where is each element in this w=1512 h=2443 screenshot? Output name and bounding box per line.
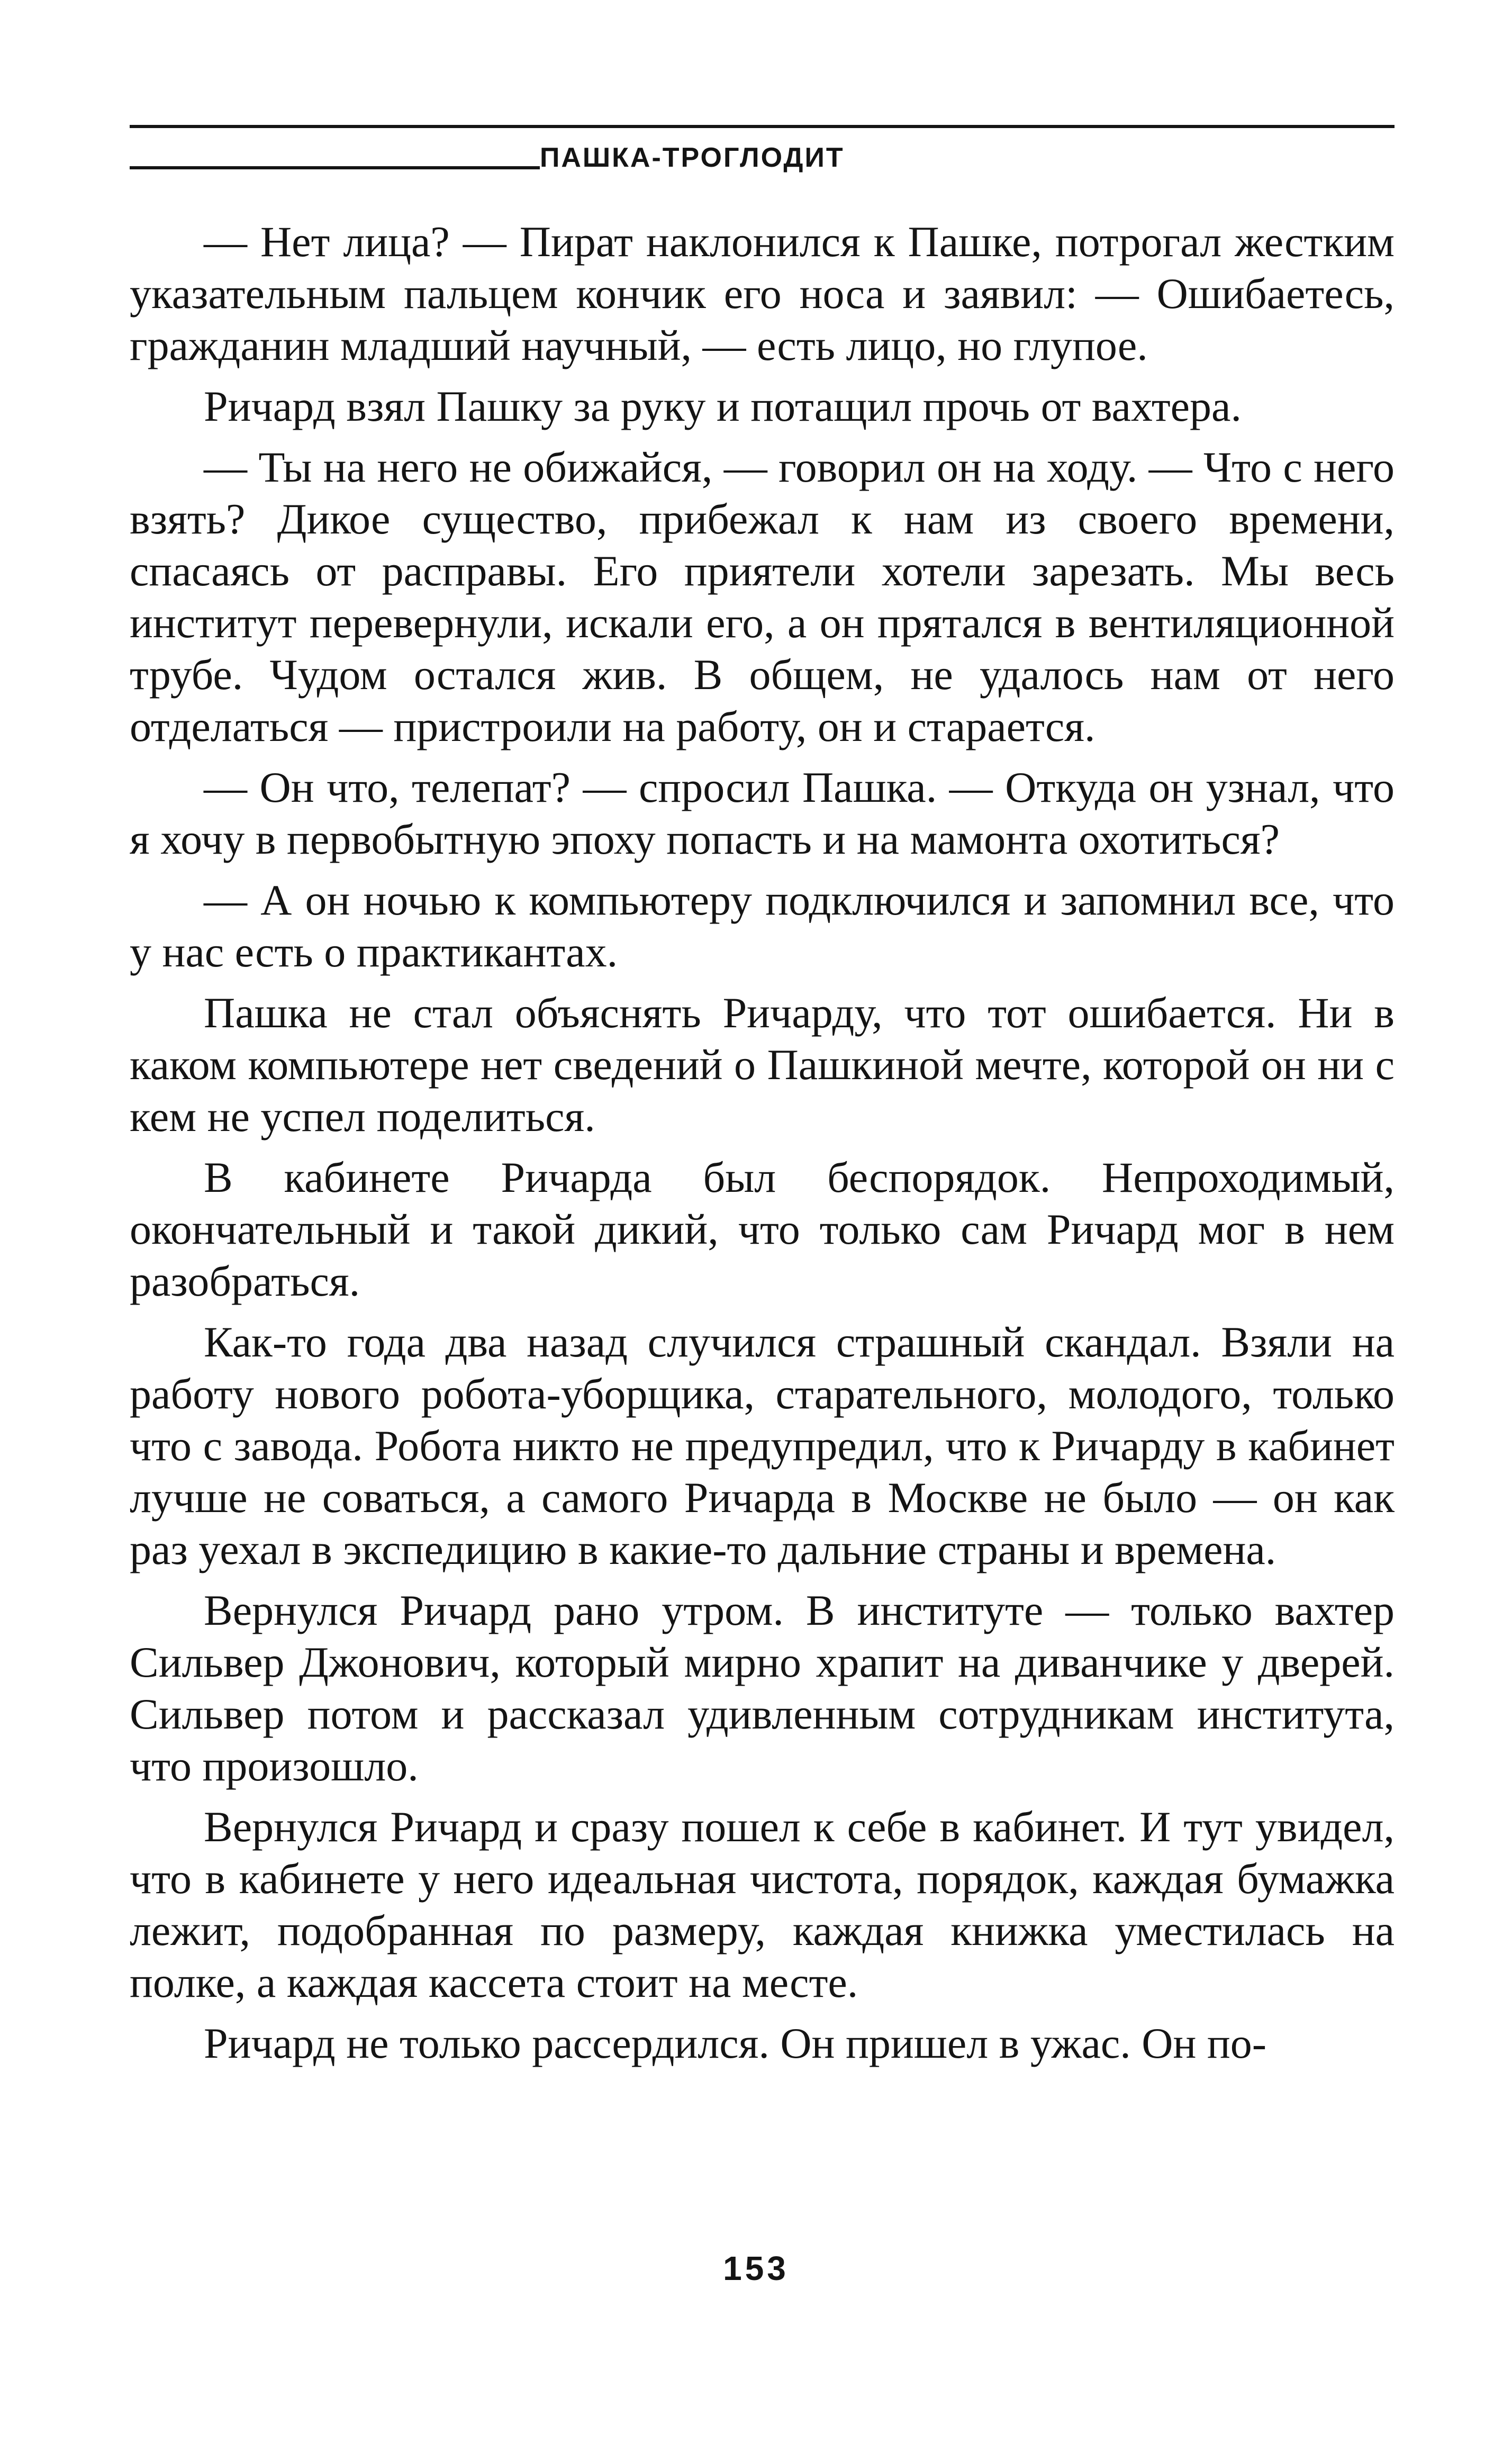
paragraph: Ричард не только рассердился. Он пришел в ужас. Он по- bbox=[204, 2019, 1267, 2067]
paragraph: — Он что, телепат? — спросил Пашка. — Откуда он узнал, что я хочу в первобытную эпоху попасть и на мамонта охотиться? bbox=[130, 763, 1395, 863]
paragraph: Вернулся Ричард и сразу пошел к себе в кабинет. И тут увидел, что в кабинете у него идеальная чистота, порядок, каждая бумажка лежит, подобранная по размеру, каждая книжка уместилась на полке, а каждая кассета стоит на месте. bbox=[130, 1803, 1395, 2006]
paragraph: Ричард взял Пашку за руку и потащил прочь от вахтера. bbox=[204, 382, 1242, 430]
body-text bbox=[130, 216, 1395, 2078]
running-title: ПАШКА-ТРОГЛОДИТ bbox=[540, 142, 845, 173]
paragraph: Как-то года два назад случился страшный скандал. Взяли на работу нового робота-уборщика, старательного, молодого, только что с завода. Робота никто не предупредил, что к Ричарду в кабинет лучше не соваться, а самого Ричарда в Москве не было — он как раз уехал в экспедицию в какие-то дальние страны и времена. bbox=[130, 1318, 1395, 1573]
paragraph: — А он ночью к компьютеру подключился и запомнил все, что у нас есть о практикантах. bbox=[130, 876, 1395, 976]
paragraph: — Нет лица? — Пират наклонился к Пашке, потрогал жестким указательным пальцем кончик его носа и заявил: — Ошибаетесь, гражданин младший научный, — есть лицо, но глупое. bbox=[130, 218, 1395, 369]
paragraph: Вернулся Ричард рано утром. В институте — только вахтер Сильвер Джонович, который мирно храпит на диванчике у дверей. Сильвер потом и рассказал удивленным сотрудникам института, что произошло. bbox=[130, 1586, 1395, 1790]
header-top-rule bbox=[130, 125, 1395, 128]
header-left-rule bbox=[130, 166, 540, 169]
page-number: 153 bbox=[723, 2249, 789, 2287]
paragraph: — Ты на него не обижайся, — говорил он на ходу. — Что с него взять? Дикое существо, прибежал к нам из своего времени, спасаясь от расправы. Его приятели хотели зарезать. Мы весь институт перевернули, искали его, а он прятался в вентиляционной трубе. Чудом остался жив. В общем, не удалось нам от него отделаться — пристроили на работу, он и старается. bbox=[130, 443, 1395, 750]
running-header bbox=[130, 139, 1395, 176]
paragraph: В кабинете Ричарда был беспорядок. Непроходимый, окончательный и такой дикий, что только сам Ричард мог в нем разобраться. bbox=[130, 1153, 1395, 1305]
paragraph: Пашка не стал объяснять Ричарду, что тот ошибается. Ни в каком компьютере нет сведений о Пашкиной мечте, которой он ни с кем не успел поделиться. bbox=[130, 989, 1395, 1141]
